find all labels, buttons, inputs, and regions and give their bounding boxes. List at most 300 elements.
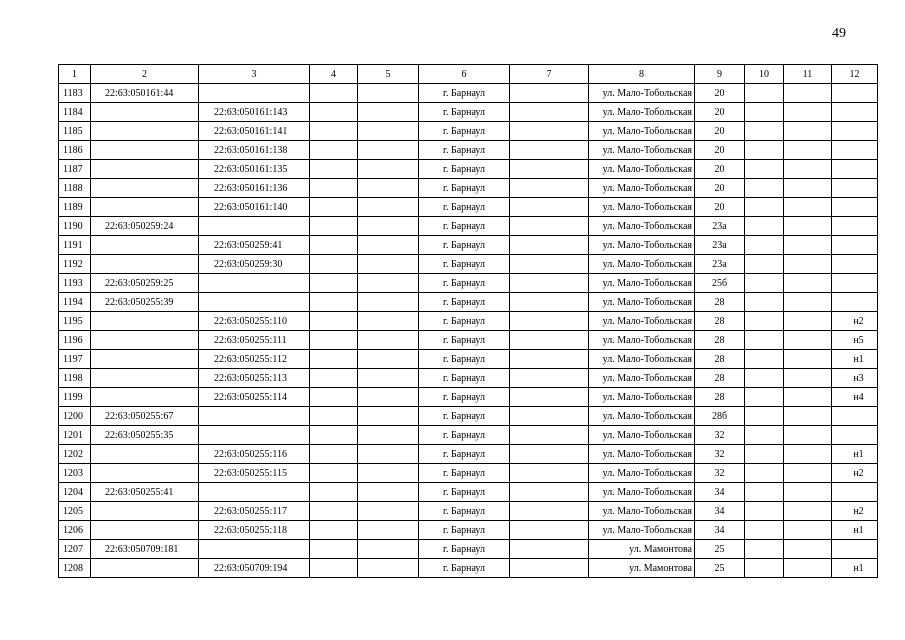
table-row [59, 217, 878, 236]
table-row [59, 84, 878, 103]
room-cell [832, 198, 878, 217]
table-row [59, 540, 878, 559]
city-cell: г. Барнаул [419, 559, 510, 578]
header-col-6: 6 [419, 65, 510, 84]
house-number-cell: 20 [695, 198, 745, 217]
city-cell: г. Барнаул [419, 236, 510, 255]
row-number-cell: 1194 [59, 293, 91, 312]
city-cell: г. Барнаул [419, 483, 510, 502]
col-5-cell [358, 407, 419, 426]
col-4-cell [310, 445, 358, 464]
street-cell: ул. Мало-Тобольская [589, 160, 695, 179]
table-row [59, 312, 878, 331]
cadastral-number-cell [91, 236, 199, 255]
cadastral-number-alt-cell: 22:63:050255:111 [199, 331, 310, 350]
city-cell: г. Барнаул [419, 426, 510, 445]
col-4-cell [310, 122, 358, 141]
col-7-cell [510, 559, 589, 578]
col-4-cell [310, 141, 358, 160]
col-4-cell [310, 160, 358, 179]
row-number-cell: 1200 [59, 407, 91, 426]
street-cell: ул. Мамонтова [589, 559, 695, 578]
col-10-cell [745, 179, 784, 198]
house-number-cell: 28б [695, 407, 745, 426]
house-number-cell: 28 [695, 312, 745, 331]
cadastral-number-alt-cell: 22:63:050259:30 [199, 255, 310, 274]
col-11-cell [784, 331, 832, 350]
col-4-cell [310, 540, 358, 559]
city-cell: г. Барнаул [419, 198, 510, 217]
street-cell: ул. Мало-Тобольская [589, 179, 695, 198]
street-cell: ул. Мало-Тобольская [589, 141, 695, 160]
cadastral-number-cell: 22:63:050255:39 [91, 293, 199, 312]
col-11-cell [784, 293, 832, 312]
col-4-cell [310, 84, 358, 103]
room-cell [832, 84, 878, 103]
table-row [59, 331, 878, 350]
cadastral-number-alt-cell: 22:63:050255:113 [199, 369, 310, 388]
street-cell: ул. Мало-Тобольская [589, 521, 695, 540]
cadastral-number-alt-cell [199, 407, 310, 426]
cadastral-number-cell [91, 141, 199, 160]
table-row [59, 122, 878, 141]
house-number-cell: 32 [695, 445, 745, 464]
col-11-cell [784, 388, 832, 407]
col-7-cell [510, 407, 589, 426]
col-7-cell [510, 464, 589, 483]
city-cell: г. Барнаул [419, 502, 510, 521]
cadastral-number-alt-cell: 22:63:050255:117 [199, 502, 310, 521]
col-11-cell [784, 122, 832, 141]
city-cell: г. Барнаул [419, 312, 510, 331]
col-10-cell [745, 160, 784, 179]
row-number-cell: 1183 [59, 84, 91, 103]
house-number-cell: 20 [695, 122, 745, 141]
col-11-cell [784, 350, 832, 369]
room-cell: н1 [832, 559, 878, 578]
cadastral-number-cell [91, 255, 199, 274]
header-col-4: 4 [310, 65, 358, 84]
cadastral-number-cell: 22:63:050255:35 [91, 426, 199, 445]
street-cell: ул. Мало-Тобольская [589, 293, 695, 312]
header-col-7: 7 [510, 65, 589, 84]
cadastral-number-cell: 22:63:050255:67 [91, 407, 199, 426]
col-5-cell [358, 141, 419, 160]
col-7-cell [510, 388, 589, 407]
col-10-cell [745, 255, 784, 274]
table-row [59, 502, 878, 521]
cadastral-number-alt-cell: 22:63:050255:114 [199, 388, 310, 407]
cadastral-number-cell [91, 198, 199, 217]
room-cell [832, 160, 878, 179]
cadastral-number-cell [91, 445, 199, 464]
col-10-cell [745, 445, 784, 464]
col-10-cell [745, 483, 784, 502]
city-cell: г. Барнаул [419, 217, 510, 236]
col-4-cell [310, 103, 358, 122]
house-number-cell: 23а [695, 236, 745, 255]
col-11-cell [784, 521, 832, 540]
house-number-cell: 28 [695, 369, 745, 388]
col-10-cell [745, 293, 784, 312]
col-10-cell [745, 502, 784, 521]
col-5-cell [358, 350, 419, 369]
row-number-cell: 1203 [59, 464, 91, 483]
house-number-cell: 23а [695, 217, 745, 236]
col-10-cell [745, 407, 784, 426]
row-number-cell: 1204 [59, 483, 91, 502]
cadastral-number-alt-cell: 22:63:050255:115 [199, 464, 310, 483]
table-row [59, 369, 878, 388]
cadastral-number-alt-cell: 22:63:050259:41 [199, 236, 310, 255]
col-5-cell [358, 293, 419, 312]
col-4-cell [310, 388, 358, 407]
table-row [59, 350, 878, 369]
header-col-2: 2 [91, 65, 199, 84]
col-5-cell [358, 369, 419, 388]
row-number-cell: 1199 [59, 388, 91, 407]
table-row [59, 445, 878, 464]
col-7-cell [510, 369, 589, 388]
row-number-cell: 1191 [59, 236, 91, 255]
cadastral-number-alt-cell [199, 426, 310, 445]
col-7-cell [510, 350, 589, 369]
col-7-cell [510, 160, 589, 179]
col-4-cell [310, 464, 358, 483]
col-7-cell [510, 179, 589, 198]
col-11-cell [784, 160, 832, 179]
col-7-cell [510, 540, 589, 559]
cadastral-number-alt-cell: 22:63:050255:112 [199, 350, 310, 369]
col-7-cell [510, 445, 589, 464]
col-7-cell [510, 521, 589, 540]
cadastral-number-alt-cell: 22:63:050255:118 [199, 521, 310, 540]
cadastral-number-cell [91, 122, 199, 141]
cadastral-number-cell: 22:63:050259:25 [91, 274, 199, 293]
col-5-cell [358, 521, 419, 540]
col-11-cell [784, 445, 832, 464]
row-number-cell: 1192 [59, 255, 91, 274]
row-number-cell: 1198 [59, 369, 91, 388]
cadastral-number-cell [91, 369, 199, 388]
street-cell: ул. Мало-Тобольская [589, 312, 695, 331]
col-5-cell [358, 464, 419, 483]
col-5-cell [358, 483, 419, 502]
col-4-cell [310, 179, 358, 198]
col-4-cell [310, 274, 358, 293]
col-10-cell [745, 521, 784, 540]
cadastral-number-cell [91, 521, 199, 540]
col-10-cell [745, 274, 784, 293]
city-cell: г. Барнаул [419, 274, 510, 293]
row-number-cell: 1189 [59, 198, 91, 217]
city-cell: г. Барнаул [419, 369, 510, 388]
table-row [59, 179, 878, 198]
house-number-cell: 32 [695, 426, 745, 445]
city-cell: г. Барнаул [419, 160, 510, 179]
col-4-cell [310, 559, 358, 578]
header-col-5: 5 [358, 65, 419, 84]
col-7-cell [510, 122, 589, 141]
row-number-cell: 1208 [59, 559, 91, 578]
col-5-cell [358, 103, 419, 122]
house-number-cell: 32 [695, 464, 745, 483]
city-cell: г. Барнаул [419, 103, 510, 122]
house-number-cell: 28 [695, 293, 745, 312]
street-cell: ул. Мало-Тобольская [589, 274, 695, 293]
street-cell: ул. Мало-Тобольская [589, 388, 695, 407]
street-cell: ул. Мало-Тобольская [589, 483, 695, 502]
col-4-cell [310, 312, 358, 331]
table-row [59, 293, 878, 312]
col-7-cell [510, 236, 589, 255]
room-cell: н2 [832, 464, 878, 483]
col-7-cell [510, 331, 589, 350]
table-row [59, 464, 878, 483]
col-11-cell [784, 312, 832, 331]
table-body [59, 84, 878, 578]
row-number-cell: 1190 [59, 217, 91, 236]
col-10-cell [745, 217, 784, 236]
col-5-cell [358, 426, 419, 445]
row-number-cell: 1206 [59, 521, 91, 540]
house-number-cell: 28 [695, 331, 745, 350]
header-col-12: 12 [832, 65, 878, 84]
cadastral-number-alt-cell: 22:63:050161:140 [199, 198, 310, 217]
cadastral-number-alt-cell: 22:63:050161:141 [199, 122, 310, 141]
city-cell: г. Барнаул [419, 293, 510, 312]
city-cell: г. Барнаул [419, 84, 510, 103]
table-row [59, 274, 878, 293]
cadastral-number-cell [91, 559, 199, 578]
room-cell: н3 [832, 369, 878, 388]
col-11-cell [784, 217, 832, 236]
col-5-cell [358, 198, 419, 217]
col-4-cell [310, 483, 358, 502]
col-11-cell [784, 559, 832, 578]
col-4-cell [310, 502, 358, 521]
header-col-9: 9 [695, 65, 745, 84]
street-cell: ул. Мало-Тобольская [589, 407, 695, 426]
room-cell: н4 [832, 388, 878, 407]
cadastral-number-alt-cell: 22:63:050161:143 [199, 103, 310, 122]
city-cell: г. Барнаул [419, 331, 510, 350]
col-4-cell [310, 255, 358, 274]
col-7-cell [510, 84, 589, 103]
col-4-cell [310, 350, 358, 369]
col-4-cell [310, 331, 358, 350]
col-11-cell [784, 483, 832, 502]
house-number-cell: 20 [695, 160, 745, 179]
cadastral-number-alt-cell: 22:63:050255:116 [199, 445, 310, 464]
cadastral-number-cell: 22:63:050255:41 [91, 483, 199, 502]
col-11-cell [784, 236, 832, 255]
cadastral-number-cell [91, 312, 199, 331]
col-4-cell [310, 198, 358, 217]
col-10-cell [745, 122, 784, 141]
row-number-cell: 1196 [59, 331, 91, 350]
city-cell: г. Барнаул [419, 464, 510, 483]
city-cell: г. Барнаул [419, 122, 510, 141]
col-10-cell [745, 559, 784, 578]
city-cell: г. Барнаул [419, 540, 510, 559]
table-row [59, 255, 878, 274]
col-5-cell [358, 502, 419, 521]
house-number-cell: 20 [695, 141, 745, 160]
room-cell [832, 540, 878, 559]
col-4-cell [310, 236, 358, 255]
cadastral-number-alt-cell [199, 293, 310, 312]
room-cell [832, 274, 878, 293]
header-col-11: 11 [784, 65, 832, 84]
col-11-cell [784, 84, 832, 103]
col-11-cell [784, 540, 832, 559]
table-row [59, 483, 878, 502]
col-4-cell [310, 521, 358, 540]
header-col-8: 8 [589, 65, 695, 84]
col-7-cell [510, 217, 589, 236]
room-cell: н2 [832, 502, 878, 521]
room-cell [832, 255, 878, 274]
cadastral-number-cell [91, 331, 199, 350]
cadastral-number-cell [91, 160, 199, 179]
col-7-cell [510, 198, 589, 217]
col-10-cell [745, 388, 784, 407]
row-number-cell: 1187 [59, 160, 91, 179]
city-cell: г. Барнаул [419, 350, 510, 369]
col-7-cell [510, 103, 589, 122]
cadastral-number-alt-cell: 22:63:050161:135 [199, 160, 310, 179]
house-number-cell: 25б [695, 274, 745, 293]
col-5-cell [358, 84, 419, 103]
col-10-cell [745, 464, 784, 483]
cadastral-number-alt-cell: 22:63:050161:138 [199, 141, 310, 160]
row-number-cell: 1185 [59, 122, 91, 141]
col-11-cell [784, 103, 832, 122]
col-11-cell [784, 369, 832, 388]
col-4-cell [310, 426, 358, 445]
room-cell [832, 122, 878, 141]
col-7-cell [510, 293, 589, 312]
street-cell: ул. Мало-Тобольская [589, 84, 695, 103]
row-number-cell: 1188 [59, 179, 91, 198]
street-cell: ул. Мало-Тобольская [589, 464, 695, 483]
table-row [59, 141, 878, 160]
room-cell [832, 141, 878, 160]
street-cell: ул. Мало-Тобольская [589, 445, 695, 464]
street-cell: ул. Мало-Тобольская [589, 103, 695, 122]
col-10-cell [745, 84, 784, 103]
col-10-cell [745, 331, 784, 350]
col-4-cell [310, 293, 358, 312]
street-cell: ул. Мало-Тобольская [589, 350, 695, 369]
row-number-cell: 1205 [59, 502, 91, 521]
city-cell: г. Барнаул [419, 255, 510, 274]
table-row [59, 103, 878, 122]
row-number-cell: 1201 [59, 426, 91, 445]
cadastral-number-alt-cell: 22:63:050161:136 [199, 179, 310, 198]
col-4-cell [310, 217, 358, 236]
row-number-cell: 1202 [59, 445, 91, 464]
col-10-cell [745, 312, 784, 331]
col-11-cell [784, 464, 832, 483]
col-11-cell [784, 141, 832, 160]
street-cell: ул. Мало-Тобольская [589, 236, 695, 255]
room-cell: н1 [832, 350, 878, 369]
col-10-cell [745, 141, 784, 160]
col-10-cell [745, 540, 784, 559]
col-11-cell [784, 179, 832, 198]
house-number-cell: 25 [695, 559, 745, 578]
col-7-cell [510, 502, 589, 521]
col-11-cell [784, 198, 832, 217]
cadastral-number-cell [91, 179, 199, 198]
room-cell: н1 [832, 445, 878, 464]
col-7-cell [510, 274, 589, 293]
header-col-1: 1 [59, 65, 91, 84]
room-cell [832, 426, 878, 445]
house-number-cell: 20 [695, 103, 745, 122]
row-number-cell: 1184 [59, 103, 91, 122]
row-number-cell: 1195 [59, 312, 91, 331]
room-cell [832, 293, 878, 312]
house-number-cell: 20 [695, 84, 745, 103]
table-row [59, 521, 878, 540]
street-cell: ул. Мало-Тобольская [589, 255, 695, 274]
table-row [59, 426, 878, 445]
city-cell: г. Барнаул [419, 179, 510, 198]
street-cell: ул. Мало-Тобольская [589, 198, 695, 217]
col-11-cell [784, 502, 832, 521]
house-number-cell: 25 [695, 540, 745, 559]
cadastral-number-alt-cell: 22:63:050255:110 [199, 312, 310, 331]
street-cell: ул. Мало-Тобольская [589, 369, 695, 388]
row-number-cell: 1186 [59, 141, 91, 160]
house-number-cell: 23а [695, 255, 745, 274]
col-7-cell [510, 426, 589, 445]
street-cell: ул. Мамонтова [589, 540, 695, 559]
col-11-cell [784, 426, 832, 445]
col-10-cell [745, 236, 784, 255]
row-number-cell: 1193 [59, 274, 91, 293]
table-row [59, 407, 878, 426]
street-cell: ул. Мало-Тобольская [589, 122, 695, 141]
page-number: 49 [832, 26, 846, 41]
cadastral-number-cell [91, 502, 199, 521]
col-5-cell [358, 179, 419, 198]
house-number-cell: 34 [695, 483, 745, 502]
cadastral-number-alt-cell [199, 217, 310, 236]
col-5-cell [358, 274, 419, 293]
table-row [59, 160, 878, 179]
col-7-cell [510, 483, 589, 502]
col-5-cell [358, 388, 419, 407]
header-row [59, 65, 878, 84]
room-cell: н1 [832, 521, 878, 540]
cadastral-number-alt-cell [199, 274, 310, 293]
col-5-cell [358, 540, 419, 559]
city-cell: г. Барнаул [419, 388, 510, 407]
col-5-cell [358, 160, 419, 179]
table-row [59, 236, 878, 255]
cadastral-number-cell: 22:63:050709:181 [91, 540, 199, 559]
room-cell: н5 [832, 331, 878, 350]
cadastral-number-alt-cell [199, 483, 310, 502]
registry-table [58, 64, 878, 578]
col-10-cell [745, 198, 784, 217]
col-10-cell [745, 369, 784, 388]
row-number-cell: 1197 [59, 350, 91, 369]
